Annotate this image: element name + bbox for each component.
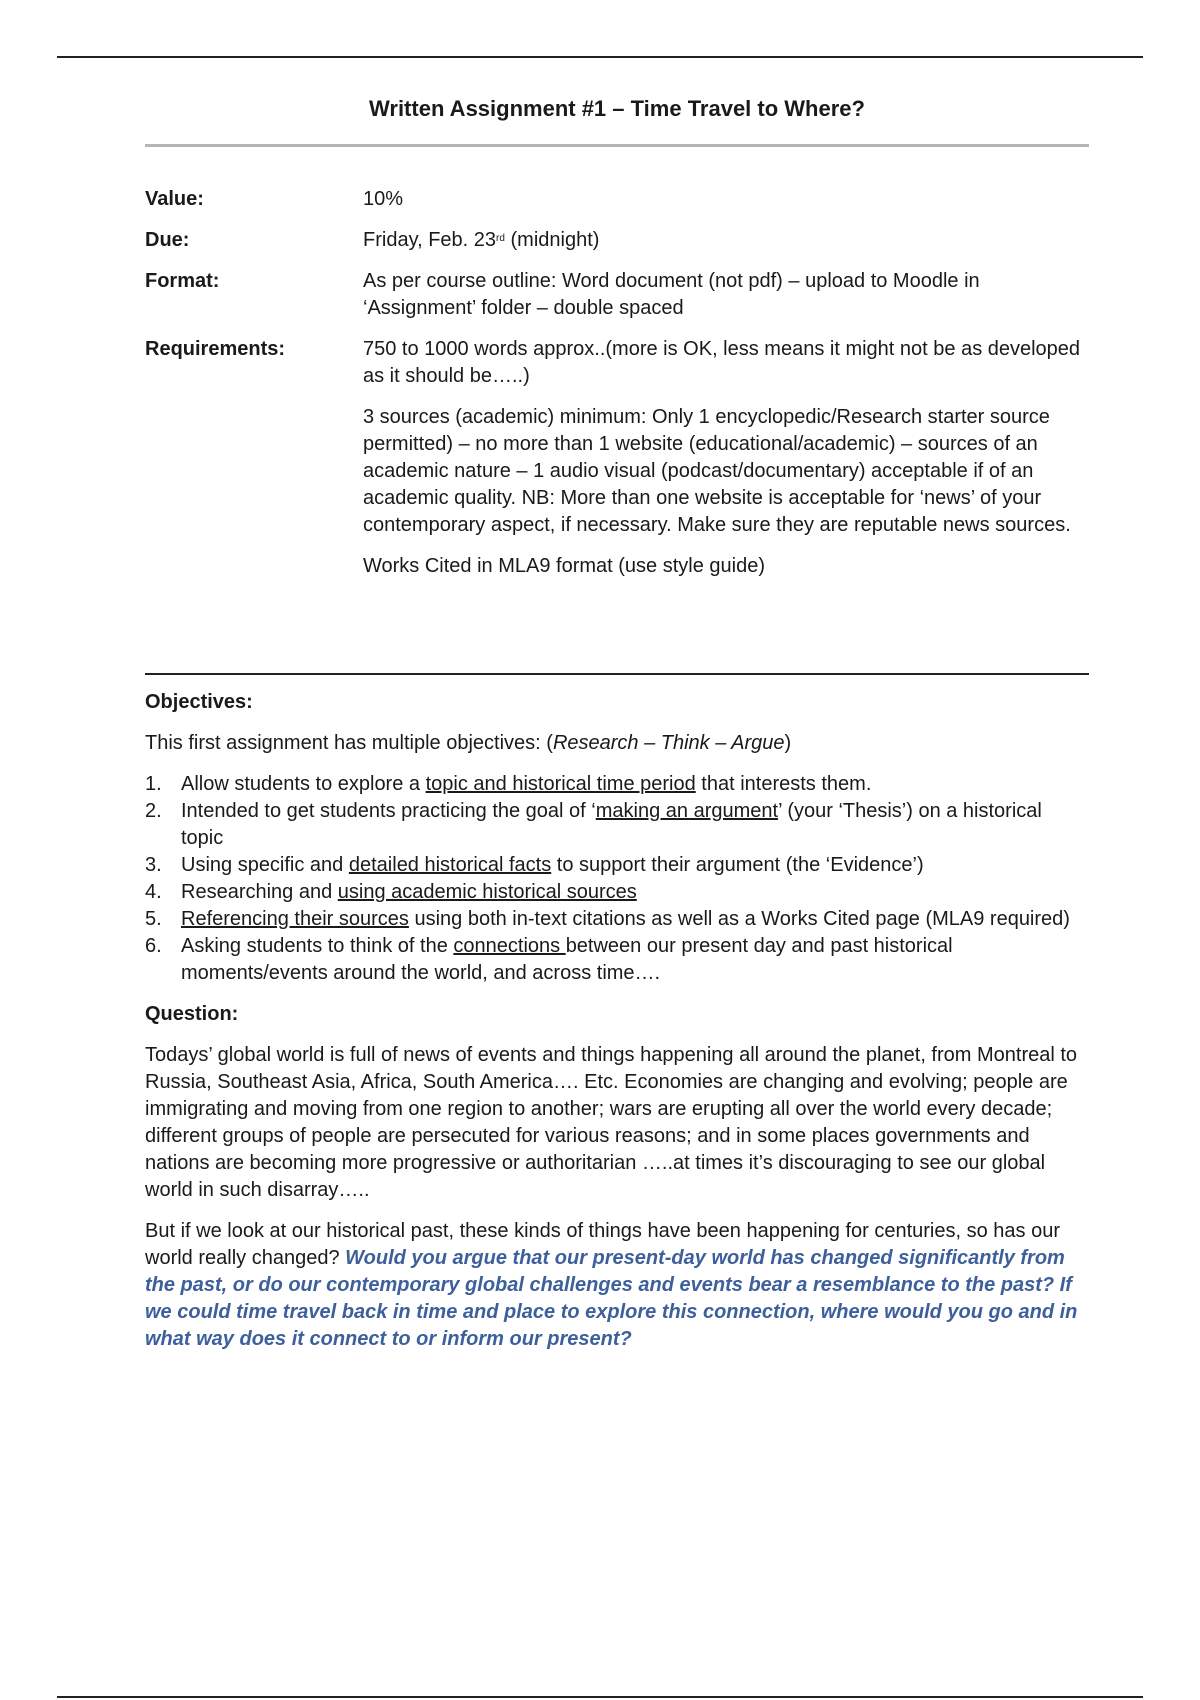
list-number: 1. [145, 773, 162, 795]
list-item [145, 933, 1089, 987]
requirements-list [363, 336, 1089, 580]
list-number: 2. [145, 800, 162, 822]
due-date: Friday, Feb. 23 [363, 229, 497, 251]
list-item [145, 798, 1089, 852]
value-label: Value: [145, 188, 204, 210]
question-paragraph-1: Todays’ global world is full of news of events and things happening all around the planet, from Montreal to Russia, Southeast Asia, Africa, South America…. Etc. Economies are changing and evolving; people are immigrating and moving from one region to another; wars are erupting all over the world every decade; different groups of people are persecuted for various reasons; and in some places governments and nations are becoming more progressive or authoritarian …..at times it’s discouraging to see our global world in such disarray….. [145, 1044, 1078, 1201]
list-number: 5. [145, 908, 162, 930]
due-time: (midnight) [504, 229, 600, 251]
objectives-intro-close: ) [784, 732, 792, 754]
list-text [181, 771, 1089, 798]
objectives-intro-italic: Research – Think – Argue [552, 732, 785, 754]
list-text [181, 906, 1089, 933]
bottom-rule [57, 1696, 1143, 1698]
list-number: 6. [145, 935, 162, 957]
objectives-intro-text: This first assignment has multiple objectives: ( [145, 732, 553, 754]
list-text-underlined: Referencing their sources [181, 908, 409, 930]
question-paragraph-2 [145, 1218, 1089, 1353]
list-text-post: to support their argument (the ‘Evidence’) [551, 854, 924, 876]
format-text: As per course outline: Word document (not pdf) – upload to Moodle in ‘Assignment’ folder – double spaced [363, 270, 980, 319]
list-text-pre: Using specific and [181, 854, 349, 876]
objectives-list [145, 771, 1089, 987]
list-text-post: ’ (your ‘Thesis’) on a historical topic [181, 800, 1042, 849]
list-text-underlined: connections [453, 935, 566, 957]
list-text [181, 933, 1089, 987]
list-text-underlined: topic and historical time period [425, 773, 696, 795]
assignment-details [145, 186, 1089, 594]
list-item [145, 879, 1089, 906]
question-lead-in: But if we look at our historical past, these kinds of things have been happening for centuries, so has our world really changed? [145, 1220, 1060, 1269]
value-text: 10% [363, 188, 404, 210]
list-item [145, 906, 1089, 933]
list-item [145, 771, 1089, 798]
list-text [181, 798, 1089, 852]
format-label: Format: [145, 270, 220, 292]
requirements-label: Requirements: [145, 338, 286, 360]
document-title: Written Assignment #1 – Time Travel to Where? [369, 96, 865, 121]
due-row [145, 227, 1089, 254]
list-text [181, 879, 1089, 906]
value-row [145, 186, 1089, 213]
list-text [181, 852, 1089, 879]
format-row [145, 268, 1089, 322]
section-divider [145, 673, 1089, 675]
list-number: 4. [145, 881, 162, 903]
list-text-pre: Intended to get students practicing the goal of ‘ [181, 800, 596, 822]
top-rule [57, 56, 1143, 58]
due-label: Due: [145, 229, 190, 251]
due-ordinal: rd [496, 233, 505, 244]
list-text-underlined: making an argument [595, 800, 779, 822]
list-item [145, 852, 1089, 879]
list-text-pre: Asking students to think of the [181, 935, 454, 957]
requirement-item: Works Cited in MLA9 format (use style guide) [363, 555, 766, 577]
list-text-pre: Researching and [181, 881, 338, 903]
list-text-post: that interests them. [695, 773, 872, 795]
list-text-pre: Allow students to explore a [181, 773, 426, 795]
requirements-row [145, 336, 1089, 580]
requirement-item: 750 to 1000 words approx..(more is OK, less means it might not be as developed as it should be…..) [363, 338, 1081, 387]
list-text-post: using both in-text citations as well as a Works Cited page (MLA9 required) [408, 908, 1070, 930]
question-prompt: Would you argue that our present-day world has changed significantly from the past, or do our contemporary global challenges and events bear a resemblance to the past? If we could time travel back in time and place to explore this connection, where would you go and in what way does it connect to or inform our present? [145, 1247, 1078, 1350]
objectives-intro [145, 730, 1089, 757]
title-divider [145, 144, 1089, 147]
due-text [363, 227, 1089, 254]
list-text-post: between our present day and past historical moments/events around the world, and across time…. [181, 935, 953, 984]
objectives-heading: Objectives: [145, 691, 253, 713]
requirement-item: 3 sources (academic) minimum: Only 1 encyclopedic/Research starter source permitted) – no more than 1 website (educational/academic) – sources of an academic nature – 1 audio visual (podcast/documentary) acceptable if of an academic quality. NB: More than one website is acceptable for ‘news’ of your contemporary aspect, if necessary. Make sure they are reputable news sources. [363, 406, 1071, 536]
question-heading: Question: [145, 1003, 239, 1025]
list-number: 3. [145, 854, 162, 876]
list-text-underlined: detailed historical facts [348, 854, 552, 876]
list-text-underlined: using academic historical sources [337, 881, 637, 903]
document-body [145, 689, 1089, 1367]
